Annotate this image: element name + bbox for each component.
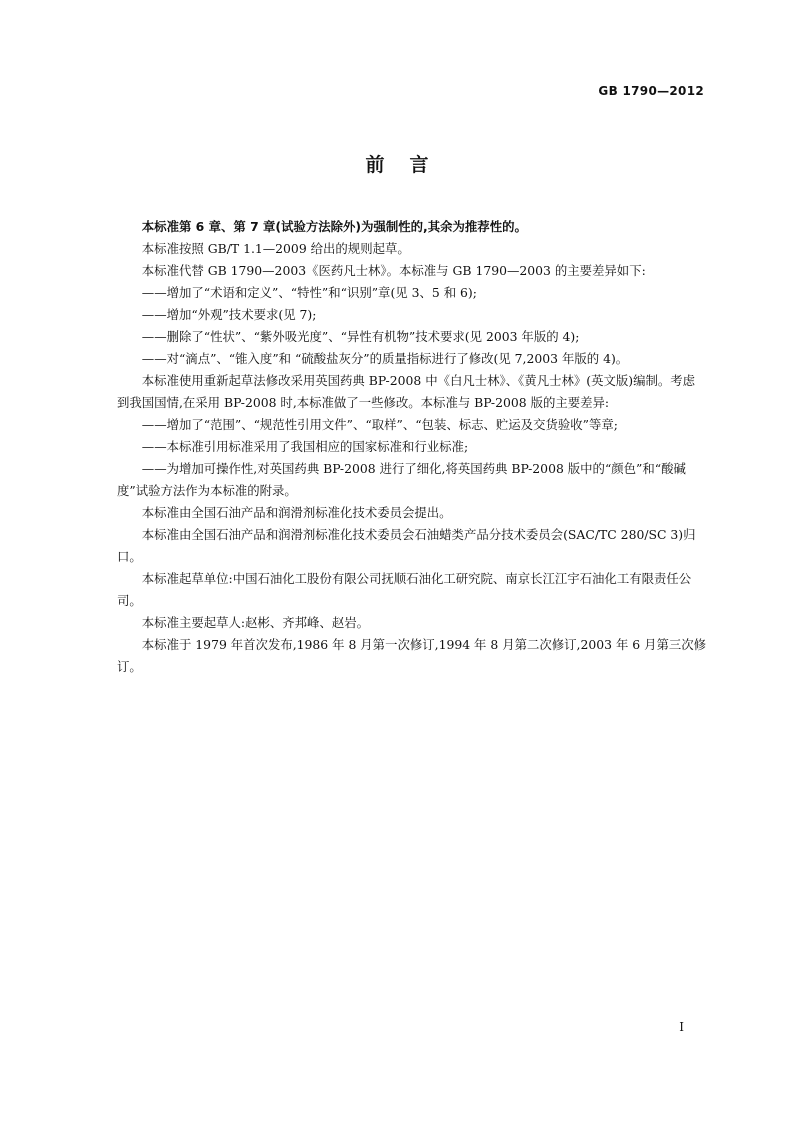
paragraph: 本标准代替 GB 1790—2003《医药凡士林》。本标准与 GB 1790—2003 的主要差异如下: — [141, 263, 646, 278]
paragraph: 本标准于 1979 年首次发布,1986 年 8 月第一次修订,1994 年 8 月第二次修订,2003 年 6 月第三次修订。 — [117, 637, 707, 674]
standard-code: GB 1790—2012 — [598, 84, 704, 98]
list-item: ——增加了“范围”、“规范性引用文件”、“取样”、“包装、标志、贮运及交货验收”等章; — [141, 417, 618, 432]
list-item: ——本标准引用标准采用了我国相应的国家标准和行业标准; — [141, 439, 469, 454]
foreword-body — [117, 216, 707, 678]
page-title — [0, 150, 794, 177]
list-item: ——增加“外观”技术要求(见 7); — [141, 307, 317, 322]
paragraph: 本标准按照 GB/T 1.1—2009 给出的规则起草。 — [141, 241, 410, 256]
title-char-2: 言 — [409, 154, 429, 176]
paragraph: 本标准第 6 章、第 7 章(试验方法除外)为强制性的,其余为推荐性的。 — [141, 219, 527, 234]
page-number: I — [679, 1020, 684, 1034]
list-item: ——为增加可操作性,对英国药典 BP-2008 进行了细化,将英国药典 BP-2008 版中的“颜色”和“酸碱度”试验方法作为本标准的附录。 — [117, 461, 686, 498]
paragraph: 本标准使用重新起草法修改采用英国药典 BP-2008 中《白凡士林》、《黄凡士林》(英文版)编制。考虑到我国国情,在采用 BP-2008 时,本标准做了一些修改。本标准与 BP-2008 版的主要差异: — [117, 373, 696, 410]
list-item: ——增加了“术语和定义”、“特性”和“识别”章(见 3、5 和 6); — [141, 285, 477, 300]
list-item: ——删除了“性状”、“紫外吸光度”、“异性有机物”技术要求(见 2003 年版的 4); — [141, 329, 580, 344]
paragraph: 本标准起草单位:中国石油化工股份有限公司抚顺石油化工研究院、南京长江江宇石油化工有限责任公司。 — [117, 571, 692, 608]
paragraph: 本标准由全国石油产品和润滑剂标准化技术委员会提出。 — [141, 505, 452, 520]
paragraph: 本标准主要起草人:赵彬、齐邦峰、赵岩。 — [141, 615, 370, 630]
list-item: ——对“滴点”、“锥入度”和 “硫酸盐灰分”的质量指标进行了修改(见 7,2003 年版的 4)。 — [141, 351, 629, 366]
title-char-1: 前 — [365, 154, 385, 176]
paragraph: 本标准由全国石油产品和润滑剂标准化技术委员会石油蜡类产品分技术委员会(SAC/TC 280/SC 3)归口。 — [117, 527, 696, 564]
